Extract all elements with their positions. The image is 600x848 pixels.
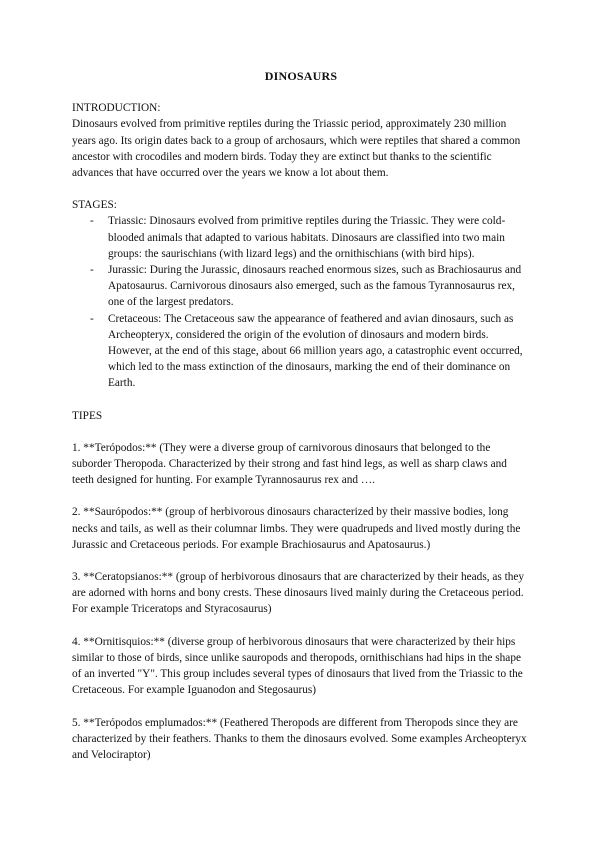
document-page	[72, 68, 530, 779]
stage-item-triassic	[72, 213, 530, 262]
tipes-section	[72, 408, 530, 763]
stage-text: Triassic: Dinosaurs evolved from primitive reptiles during the Triassic. They were cold-blooded animals that adapted to various habitats. Dinosaurs are classified into two main groups: the saurischians (with lizard legs) and the ornithischians (with bird hips).	[108, 215, 506, 260]
stage-item-cretaceous	[72, 311, 530, 392]
stages-section	[72, 197, 530, 391]
stage-text: Jurassic: During the Jurassic, dinosaurs reached enormous sizes, such as Brachiosaurus and Apatosaurus. Carnivorous dinosaurs also emerged, such as the famous Tyrannosaurus rex, one of the largest predators.	[108, 264, 522, 309]
bullet-dash: -	[90, 312, 94, 325]
stage-text: Cretaceous: The Cretaceous saw the appearance of feathered and avian dinosaurs, such as Archeopteryx, considered the origin of the evolution of dinosaurs and modern birds. However, at the end of this stage, about 66 million years ago, a catastrophic event occurred, which led to the mass extinction of the dinosaurs, marking the end of their dominance on Earth.	[108, 312, 523, 390]
introduction-section	[72, 100, 530, 181]
bullet-dash: -	[90, 215, 94, 228]
introduction-text: Dinosaurs evolved from primitive reptiles during the Triassic period, approximately 230 million years ago. Its origin dates back to a group of archosaurs, which were reptiles that shared a common ancestor with crocodiles and modern birds. Today they are extinct but thanks to the scientific advances that have occurred over the years we know a lot about them.	[72, 118, 521, 180]
introduction-heading: INTRODUCTION:	[72, 102, 161, 115]
bullet-dash: -	[90, 264, 94, 277]
stage-item-jurassic	[72, 262, 530, 311]
type-item-ceratopsianos: 3. **Ceratopsianos:** (group of herbivorous dinosaurs that are characterized by their heads, as they are adorned with horns and bony crests. These dinosaurs lived mainly during the Cretaceous period. For example Triceratops and Styracosaurus)	[72, 571, 525, 616]
type-item-teropodos-emplumados: 5. **Terópodos emplumados:** (Feathered Theropods are different from Theropods since they are characterized by their feathers. Thanks to them the dinosaurs evolved. Some examples Archeopteryx and Velociraptor)	[72, 716, 527, 761]
document-title: DINOSAURS	[264, 69, 338, 83]
type-item-sauropodos: 2. **Saurópodos:** (group of herbivorous dinosaurs characterized by their massive bodies, long necks and tails, as well as their columnar limbs. They were quadrupeds and lived mostly during the Jurassic and Cretaceous periods. For example Brachiosaurus and Apatosaurus.)	[72, 506, 521, 551]
tipes-heading: TIPES	[72, 409, 103, 422]
stages-list	[72, 213, 530, 391]
type-item-ornitisquios: 4. **Ornitisquios:** (diverse group of herbivorous dinosaurs that were characterized by their hips similar to those of birds, since unlike sauropods and theropods, ornithischians had hips in the shape of an inverted "Y". This group includes several types of dinosaurs that lived from the Triassic to the Cretaceous. For example Iguanodon and Stegosaurus)	[72, 635, 523, 697]
type-item-teropodos: 1. **Terópodos:** (They were a diverse group of carnivorous dinosaurs that belonged to the suborder Theropoda. Characterized by their strong and fast hind legs, as well as sharp claws and teeth designed for hunting. For example Tyrannosaurus rex and ….	[72, 441, 507, 487]
stages-heading: STAGES:	[72, 199, 117, 212]
